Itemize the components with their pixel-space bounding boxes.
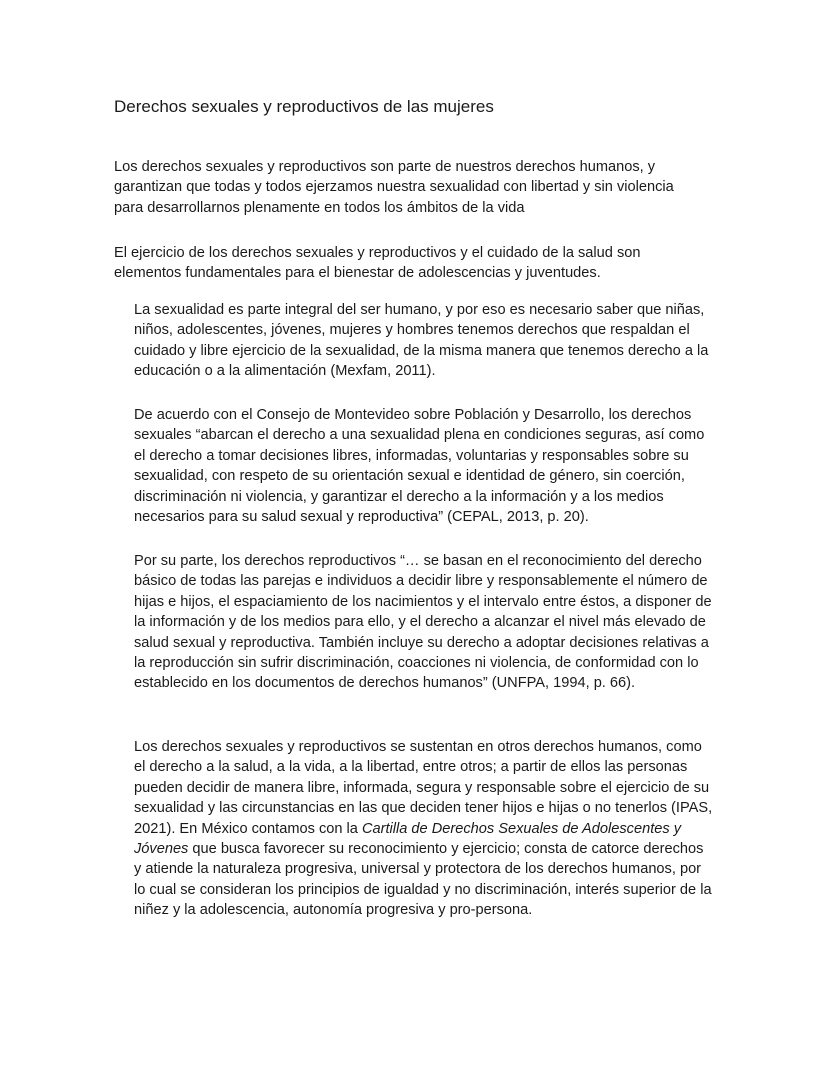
intro-paragraph-1: Los derechos sexuales y reproductivos son parte de nuestros derechos humanos, y garantizan que todas y todos ejerzamos nuestra sexualidad con libertad y sin violencia para desarrollarnos plenamente en todos los ámbitos de la vida xyxy=(114,159,674,216)
body-paragraph-4-text-end: que busca favorecer su reconocimiento y ejercicio; consta de catorce derechos y atiende la naturaleza progresiva, universal y protectora de los derechos humanos, por lo cual se consideran los principios de igualdad y no discriminación, interés superior de la niñez y la adolescencia, autonomía progresiva y pro-persona. xyxy=(134,841,712,919)
body-paragraph-4-text-start: Los derechos sexuales y reproductivos se sustentan en otros derechos humanos, como el derecho a la salud, a la vida, a la libertad, entre otros; a partir de ellos las personas pueden decidir de manera libre, informada, segura y responsable sobre el ejercicio de su sexualidad y las circunstancias en las que deciden tener hijos e hijas o no tenerlos (IPAS, 2021). En México contamos con la xyxy=(134,739,713,837)
body-paragraph-1: La sexualidad es parte integral del ser humano, y por eso es necesario saber que niñas, niños, adolescentes, jóvenes, mujeres y hombres tenemos derechos que respaldan el cuidado y libre ejercicio de la sexualidad, de la misma manera que tenemos derecho a la educación o a la alimentación (Mexfam, 2011). xyxy=(134,302,709,380)
body-paragraph-3: Por su parte, los derechos reproductivos “… se basan en el reconocimiento del derecho básico de todas las parejas e individuos a decidir libre y responsablemente el número de hijas e hijos, el espaciamiento de los nacimientos y el intervalo entre éstos, a disponer de la información y de los medios para ello, y el derecho a alcanzar el nivel más elevado de salud sexual y reproductiva. También incluye su derecho a adoptar decisiones relativas a la reproducción sin sufrir discriminación, coacciones ni violencia, de conformidad con lo establecido en los documentos de derechos humanos” (UNFPA, 1994, p. 66). xyxy=(134,553,712,692)
body-paragraph-4 xyxy=(134,737,714,921)
page-title: Derechos sexuales y reproductivos de las mujeres xyxy=(114,97,494,116)
intro-paragraph-2: El ejercicio de los derechos sexuales y reproductivos y el cuidado de la salud son elementos fundamentales para el bienestar de adolescencias y juventudes. xyxy=(114,245,641,282)
body-paragraph-2: De acuerdo con el Consejo de Montevideo sobre Población y Desarrollo, los derechos sexuales “abarcan el derecho a una sexualidad plena en condiciones seguras, así como el derecho a tomar decisiones libres, informadas, voluntarias y responsables sobre su sexualidad, con respeto de su orientación sexual e identidad de género, sin coerción, discriminación ni violencia, y garantizar el derecho a la información y a los medios necesarios para su salud sexual y reproductiva” (CEPAL, 2013, p. 20). xyxy=(134,407,705,526)
cartilla-title: Cartilla de Derechos Sexuales de Adolescentes y Jóvenes xyxy=(134,820,682,858)
